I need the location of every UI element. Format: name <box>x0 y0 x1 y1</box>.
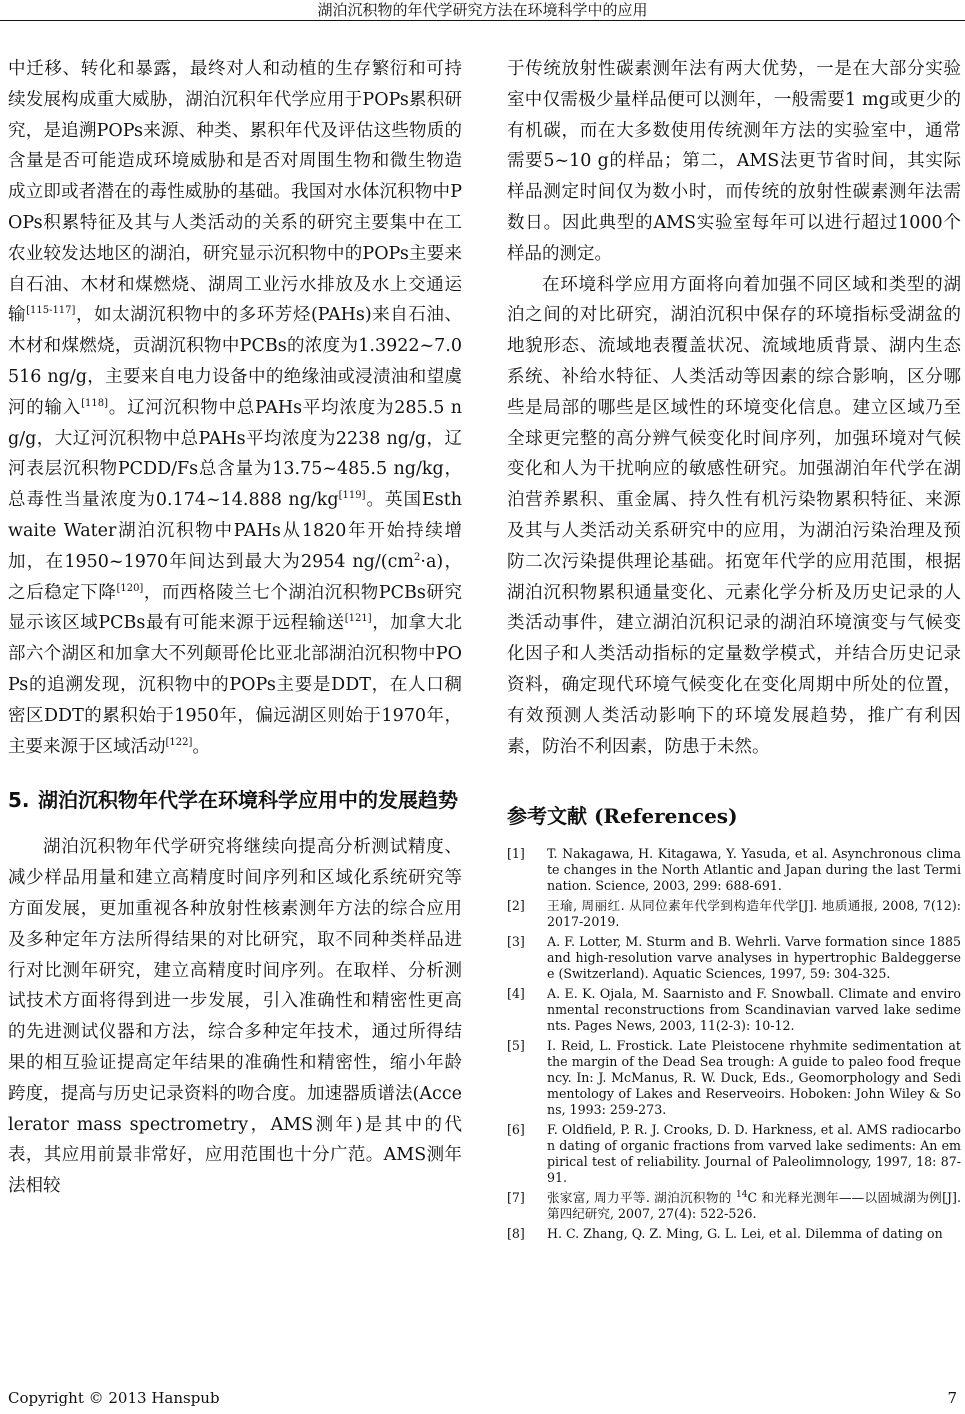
text-run: ，而西格陵兰七个湖泊沉积物PCBs研究显示该区域PCBs最有可能来源于远程输送 <box>8 582 462 634</box>
reference-item <box>507 934 961 982</box>
paragraph-trends: 湖泊沉积物年代学研究将继续向提高分析测试精度、减少样品用量和建立高精度时间序列和区域化系统研究等方面发展，更加重视各种放射性核素测年方法的综合应用及多种定年方法所得结果的对比研究，取不同种类样品进行对比测年研究，建立高精度时间序列。在取样、分析测试技术方面将得到进一步发展，引入准确性和精密性更高的先进测试仪器和方法，综合多种定年技术，通过所得结果的相互验证提高定年结果的准确性和精密性，缩小年龄跨度，提高与历史记录资料的吻合度。加速器质谱法(Accelerator mass spectrometry，AMS测年)是其中的代表，其应用前景非常好，应用范围也十分广范。AMS测年法相较 <box>8 837 462 1197</box>
reference-number: [7] <box>507 1190 525 1206</box>
reference-item <box>507 1190 961 1222</box>
reference-text: 王瑜, 周丽红. 从同位素年代学到构造年代学[J]. 地质通报, 2008, 7(12): 2017-2019. <box>547 898 961 930</box>
reference-item <box>507 986 961 1034</box>
section-title: 湖泊沉积物年代学在环境科学应用中的发展趋势 <box>38 788 458 813</box>
left-column <box>8 54 462 1202</box>
reference-text <box>547 1190 961 1222</box>
reference-number: [1] <box>507 846 525 862</box>
reference-number: [4] <box>507 986 525 1002</box>
reference-text: A. E. K. Ojala, M. Saarnisto and F. Snowball. Climate and environmental reconstructions from Scandinavian varved lake sediments. Pages News, 2003, 11(2-3): 10-12. <box>547 986 961 1034</box>
reference-number: [8] <box>507 1226 525 1242</box>
reference-item <box>507 1038 961 1118</box>
text-run: 中迁移、转化和暴露，最终对人和动植的生存繁衍和可持续发展构成重大威胁，湖泊沉积年代学应用于POPs累积研究，是追溯POPs来源、种类、累积年代及评估这些物质的含量是否可能造成环境威胁和是否对周围生物和微生物造成立即或者潜在的毒性威胁的基础。我国对水体沉积物中POPs积累特征及其与人类活动的关系的研究主要集中在工农业较发达地区的湖泊，研究显示沉积物中的POPs主要来自石油、木材和煤燃烧、湖周工业污水排放及水上交通运输 <box>8 59 462 326</box>
section-number: 5. <box>8 788 30 813</box>
citation: [118] <box>81 397 109 409</box>
reference-text: H. C. Zhang, Q. Z. Ming, G. L. Lei, et al. Dilemma of dating on <box>547 1226 943 1242</box>
citation: [119] <box>338 490 366 502</box>
text-run: 。辽河沉积物中总PAHs平均浓度为285.5 ng/g，大辽河沉积物中总PAHs平均浓度为2238 ng/g，辽河表层沉积物PCDD/Fs总含量为13.75~485.5 ng/kg，总毒性当量浓度为0.174~14.888 ng/kg <box>8 397 462 511</box>
text-run: 张家富, 周力平等. 湖泊沉积物的 <box>547 1190 737 1206</box>
reference-text: I. Reid, L. Frostick. Late Pleistocene rhyhmite sedimentation at the margin of the Dead Sea trough: A guide to paleo food frequency. In: J. McManus, R. W. Duck, Eds., Geomorphology and Sedimentology of Lakes and Reserveoirs. Hoboken: John Wiley & Sons, 1993: 259-273. <box>547 1038 961 1118</box>
reference-item <box>507 898 961 930</box>
paragraph-environment: 在环境科学应用方面将向着加强不同区域和类型的湖泊之间的对比研究，湖泊沉积中保存的环境指标受湖盆的地貌形态、流域地表覆盖状况、流域地质背景、湖内生态系统、补给水特征、人类活动等因素的综合影响，区分哪些是局部的哪些是区域性的环境变化信息。建立区域乃至全球更完整的高分辨气候变化时间序列，加强环境对气候变化和人为干扰响应的敏感性研究。加强湖泊年代学在湖泊营养累积、重金属、持久性有机污染物累积特征、来源及其与人类活动关系研究中的应用，为湖泊污染治理及预防二次污染提供理论基础。拓宽年代学的应用范围，根据湖泊沉积物累积通量变化、元素化学分析及历史记录的人类活动事件，建立湖泊沉积记录的湖泊环境演变与气候变化因子和人类活动指标的定量数学模式，并结合历史记录资料，确定现代环境气候变化在变化周期中所处的位置，有效预测人类活动影响下的环境发展趋势，推广有利因素，防治不利因素，防患于未然。 <box>507 274 961 757</box>
paragraph-ams: 于传统放射性碳素测年法有两大优势，一是在大部分实验室中仅需极少量样品便可以测年，一般需要1 mg或更少的有机碳，而在大多数使用传统测年方法的实验室中，通常需要5~10 g的样品；第二，AMS法更节省时间，其实际样品测定时间仅为数小时，而传统的放射性碳素测年法需数日。因此典型的AMS实验室每年可以进行超过1000个样品的测定。 <box>507 59 961 264</box>
reference-number: [6] <box>507 1122 525 1138</box>
citation: [120] <box>116 582 144 594</box>
reference-number: [3] <box>507 934 525 950</box>
text-run: ，加拿大北部六个湖区和加拿大不列颠哥伦比亚北部湖泊沉积物中POPs的追溯发现，沉积物中的POPs主要是DDT，在人口稠密区DDT的累积始于1950年，偏远湖区则始于1970年，主要来源于区域活动 <box>8 613 463 757</box>
reference-list <box>507 846 961 1242</box>
text-run: ，如太湖沉积物中的多环芳烃(PAHs)来自石油、木材和煤燃烧，贡湖沉积物中PCBs的浓度为1.3922~7.0516 ng/g，主要来自电力设备中的绝缘油或浸渍油和望虞河的输入 <box>8 305 463 418</box>
reference-text: A. F. Lotter, M. Sturm and B. Wehrli. Varve formation since 1885 and high-resolution varve analyses in hypertrophic Baldeggersee (Switzerland). Aquatic Sciences, 1997, 59: 304-325. <box>547 934 961 982</box>
reference-item <box>507 846 961 894</box>
reference-number: [2] <box>507 898 525 914</box>
reference-number: [5] <box>507 1038 525 1054</box>
reference-text: T. Nakagawa, H. Kitagawa, Y. Yasuda, et al. Asynchronous climate changes in the North Atlantic and Japan during the last Termination. Science, 2003, 299: 688-691. <box>547 846 961 894</box>
references-heading: 参考文献 (References) <box>507 804 738 829</box>
citation: [115-117] <box>26 305 76 317</box>
running-title: 湖泊沉积物的年代学研究方法在环境科学中的应用 <box>317 1 648 19</box>
superscript: 2 <box>414 551 421 563</box>
text-run: 。英国Esthwaite Water湖泊沉积物中PAHs从1820年开始持续增加，在1950~1970年间达到最大为2954 ng/(cm <box>8 490 463 572</box>
reference-item <box>507 1226 961 1242</box>
citation: [122] <box>165 736 193 748</box>
text-run: ·a)，之后稳定下降 <box>8 551 462 603</box>
footer-copyright: Copyright © 2013 Hanspub <box>8 1389 220 1407</box>
right-column <box>507 54 961 1246</box>
citation: [121] <box>344 613 372 625</box>
header-rule <box>0 20 965 21</box>
text-run: 。 <box>192 736 210 757</box>
paragraph-pops <box>8 54 462 762</box>
reference-text: F. Oldfield, P. R. J. Crooks, D. D. Harkness, et al. AMS radiocarbon dating of organic fractions from varved lake sediments: An empirical test of reliability. Journal of Paleolimnology, 1997, 18: 87-91. <box>547 1122 961 1186</box>
section-heading <box>8 784 462 816</box>
reference-item <box>507 1122 961 1186</box>
page-number: 7 <box>947 1389 957 1407</box>
text-run: C 和光释光测年——以固城湖为例[J]. 第四纪研究, 2007, 27(4): 522-526. <box>547 1190 961 1222</box>
superscript: 14 <box>736 1190 748 1201</box>
